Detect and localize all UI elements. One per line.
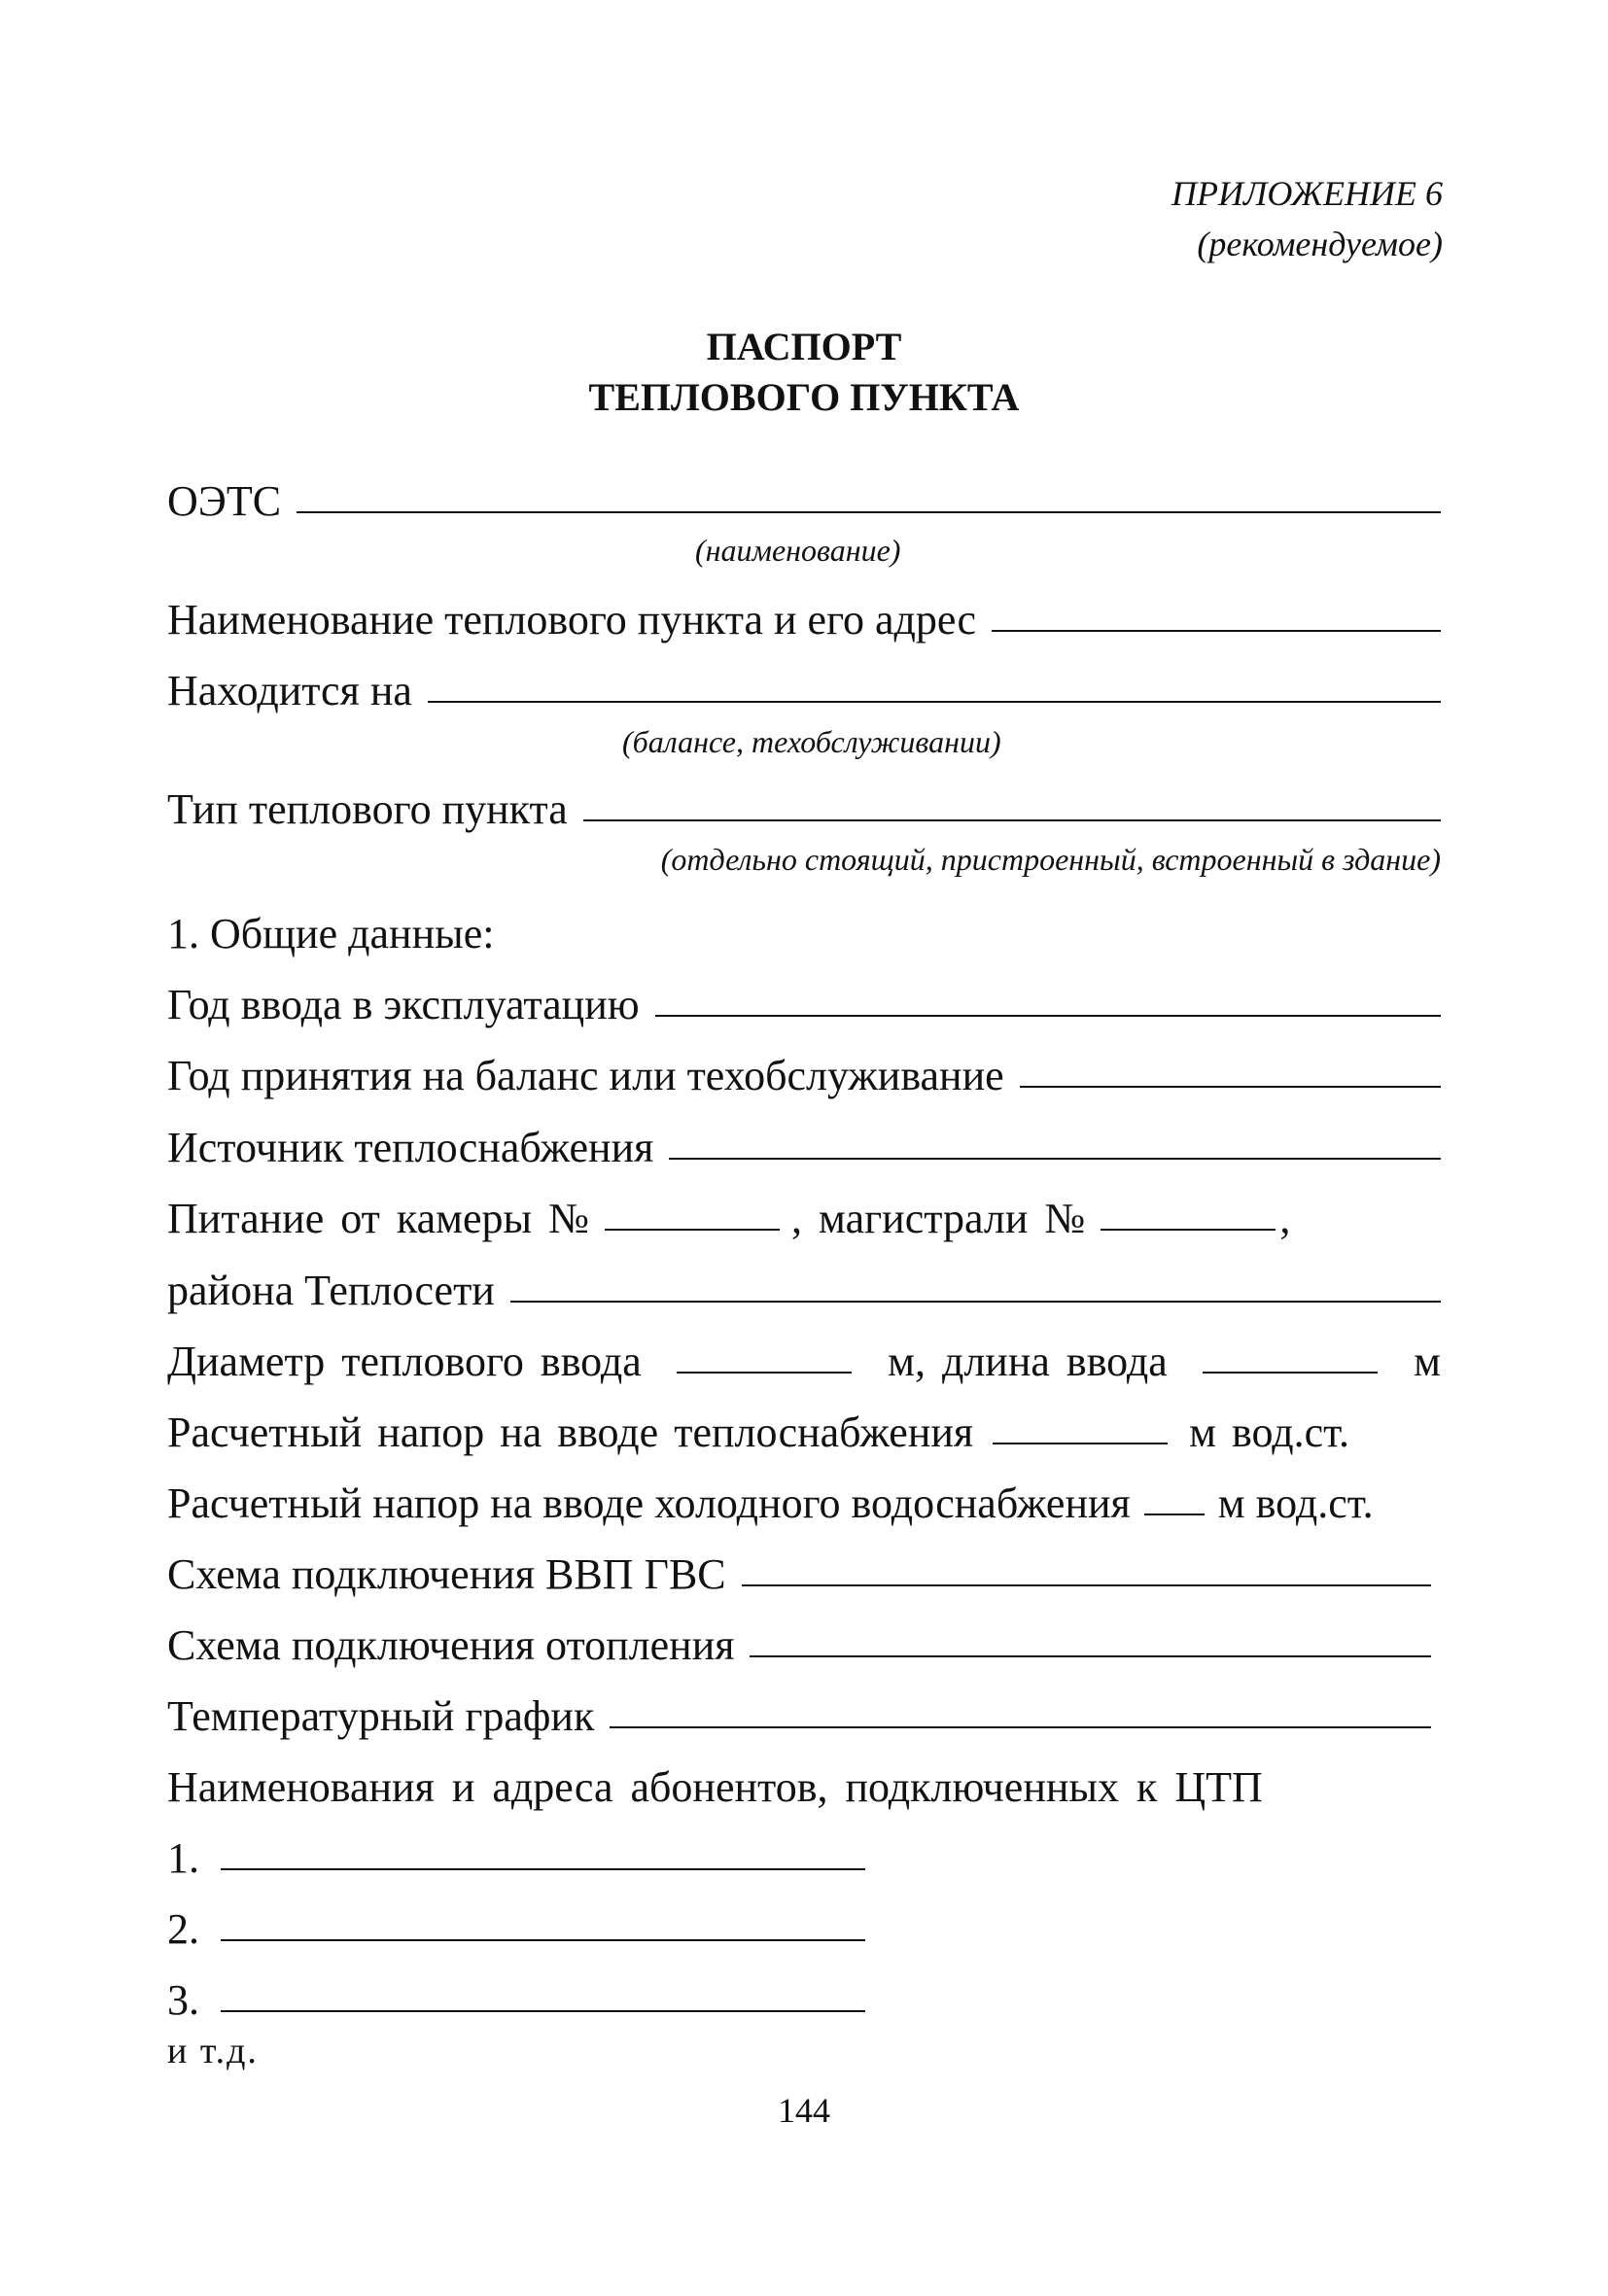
commission-year-row — [167, 980, 1441, 1029]
subscriber-field-1[interactable] — [221, 1867, 865, 1870]
oets-hint: (наименование) — [695, 533, 901, 568]
temp-schedule-label: Температурный график — [167, 1692, 595, 1740]
head-heat-unit: м вод.ст. — [1189, 1409, 1350, 1456]
diameter-unit: м, длина ввода — [888, 1338, 1168, 1385]
balance-year-label: Год принятия на баланс или техобслуживание — [167, 1052, 1004, 1099]
head-cold-label: Расчетный напор на вводе холодного водоснабжения — [167, 1479, 1131, 1527]
located-on-field[interactable] — [428, 700, 1441, 703]
type-row — [167, 784, 1441, 834]
type-hint: (отдельно стоящий, пристроенный, встроенный в здание) — [660, 842, 1441, 877]
subscriber-row-2 — [167, 1904, 865, 1954]
diameter-field[interactable] — [677, 1371, 852, 1374]
supply-end: , — [1279, 1195, 1291, 1242]
document-title-line1: ПАСПОРТ — [706, 325, 902, 368]
page-number: 144 — [778, 2091, 830, 2130]
document-title-line2: ТЕПЛОВОГО ПУНКТА — [588, 375, 1020, 419]
subscriber-number: 1. — [167, 1834, 199, 1882]
appendix-label: ПРИЛОЖЕНИЕ 6 — [1171, 174, 1443, 213]
subscriber-row-1 — [167, 1833, 865, 1883]
subscriber-number: 2. — [167, 1905, 199, 1953]
diameter-row — [167, 1337, 1441, 1386]
oets-label: ОЭТС — [167, 477, 282, 525]
length-field[interactable] — [1203, 1371, 1378, 1374]
head-heat-row — [167, 1408, 1431, 1457]
supply-row — [167, 1194, 1344, 1243]
supply-chamber-field[interactable] — [605, 1228, 780, 1231]
temp-schedule-row — [167, 1691, 1431, 1741]
subscriber-field-2[interactable] — [221, 1938, 865, 1941]
head-cold-unit: м вод.ст. — [1217, 1479, 1374, 1527]
section1-title: 1. Общие данные: — [167, 910, 495, 957]
name-address-row — [167, 595, 1441, 644]
located-on-row — [167, 666, 1441, 715]
subscriber-number: 3. — [167, 1976, 199, 2024]
located-on-label: Находится на — [167, 667, 412, 714]
commission-year-label: Год ввода в эксплуатацию — [167, 981, 640, 1028]
head-cold-field[interactable] — [1144, 1513, 1205, 1515]
heat-source-label: Источник теплоснабжения — [167, 1124, 654, 1171]
balance-year-row — [167, 1051, 1441, 1100]
heat-source-row — [167, 1123, 1441, 1172]
appendix-note: (рекомендуемое) — [1197, 225, 1443, 263]
oets-row — [167, 476, 1441, 526]
heating-scheme-label: Схема подключения отопления — [167, 1621, 735, 1669]
district-label: района Теплосети — [167, 1267, 495, 1314]
dhw-scheme-field[interactable] — [742, 1583, 1431, 1586]
etc-label: и т.д. — [167, 2031, 259, 2071]
diameter-label: Диаметр теплового ввода — [167, 1338, 642, 1385]
temp-schedule-field[interactable] — [610, 1725, 1431, 1728]
oets-field[interactable] — [297, 510, 1441, 513]
head-heat-label: Расчетный напор на вводе теплоснабжения — [167, 1409, 974, 1456]
head-heat-field[interactable] — [993, 1442, 1168, 1444]
supply-main-field[interactable] — [1101, 1228, 1276, 1231]
name-address-label: Наименование теплового пункта и его адрес — [167, 596, 977, 644]
subscribers-title: Наименования и адреса абонентов, подключенных к ЦТП — [167, 1763, 1263, 1811]
dhw-scheme-label: Схема подключения ВВП ГВС — [167, 1550, 726, 1598]
subscriber-field-3[interactable] — [221, 2009, 865, 2012]
district-row — [167, 1266, 1441, 1315]
dhw-scheme-row — [167, 1549, 1431, 1599]
balance-year-field[interactable] — [1020, 1085, 1441, 1088]
district-field[interactable] — [510, 1300, 1441, 1303]
supply-chamber-label: Питание от камеры № — [167, 1195, 590, 1242]
heating-scheme-row — [167, 1620, 1431, 1670]
heat-source-field[interactable] — [669, 1157, 1441, 1160]
subscriber-row-3 — [167, 1975, 865, 2025]
supply-main-label: , магистрали № — [791, 1195, 1086, 1242]
name-address-field[interactable] — [992, 629, 1441, 632]
heating-scheme-field[interactable] — [750, 1654, 1431, 1657]
type-label: Тип теплового пункта — [167, 785, 568, 833]
located-on-hint: (балансе, техобслуживании) — [622, 724, 1001, 759]
head-cold-row — [167, 1478, 1441, 1528]
commission-year-field[interactable] — [655, 1014, 1441, 1017]
length-unit: м — [1414, 1338, 1441, 1385]
type-field[interactable] — [583, 818, 1441, 821]
